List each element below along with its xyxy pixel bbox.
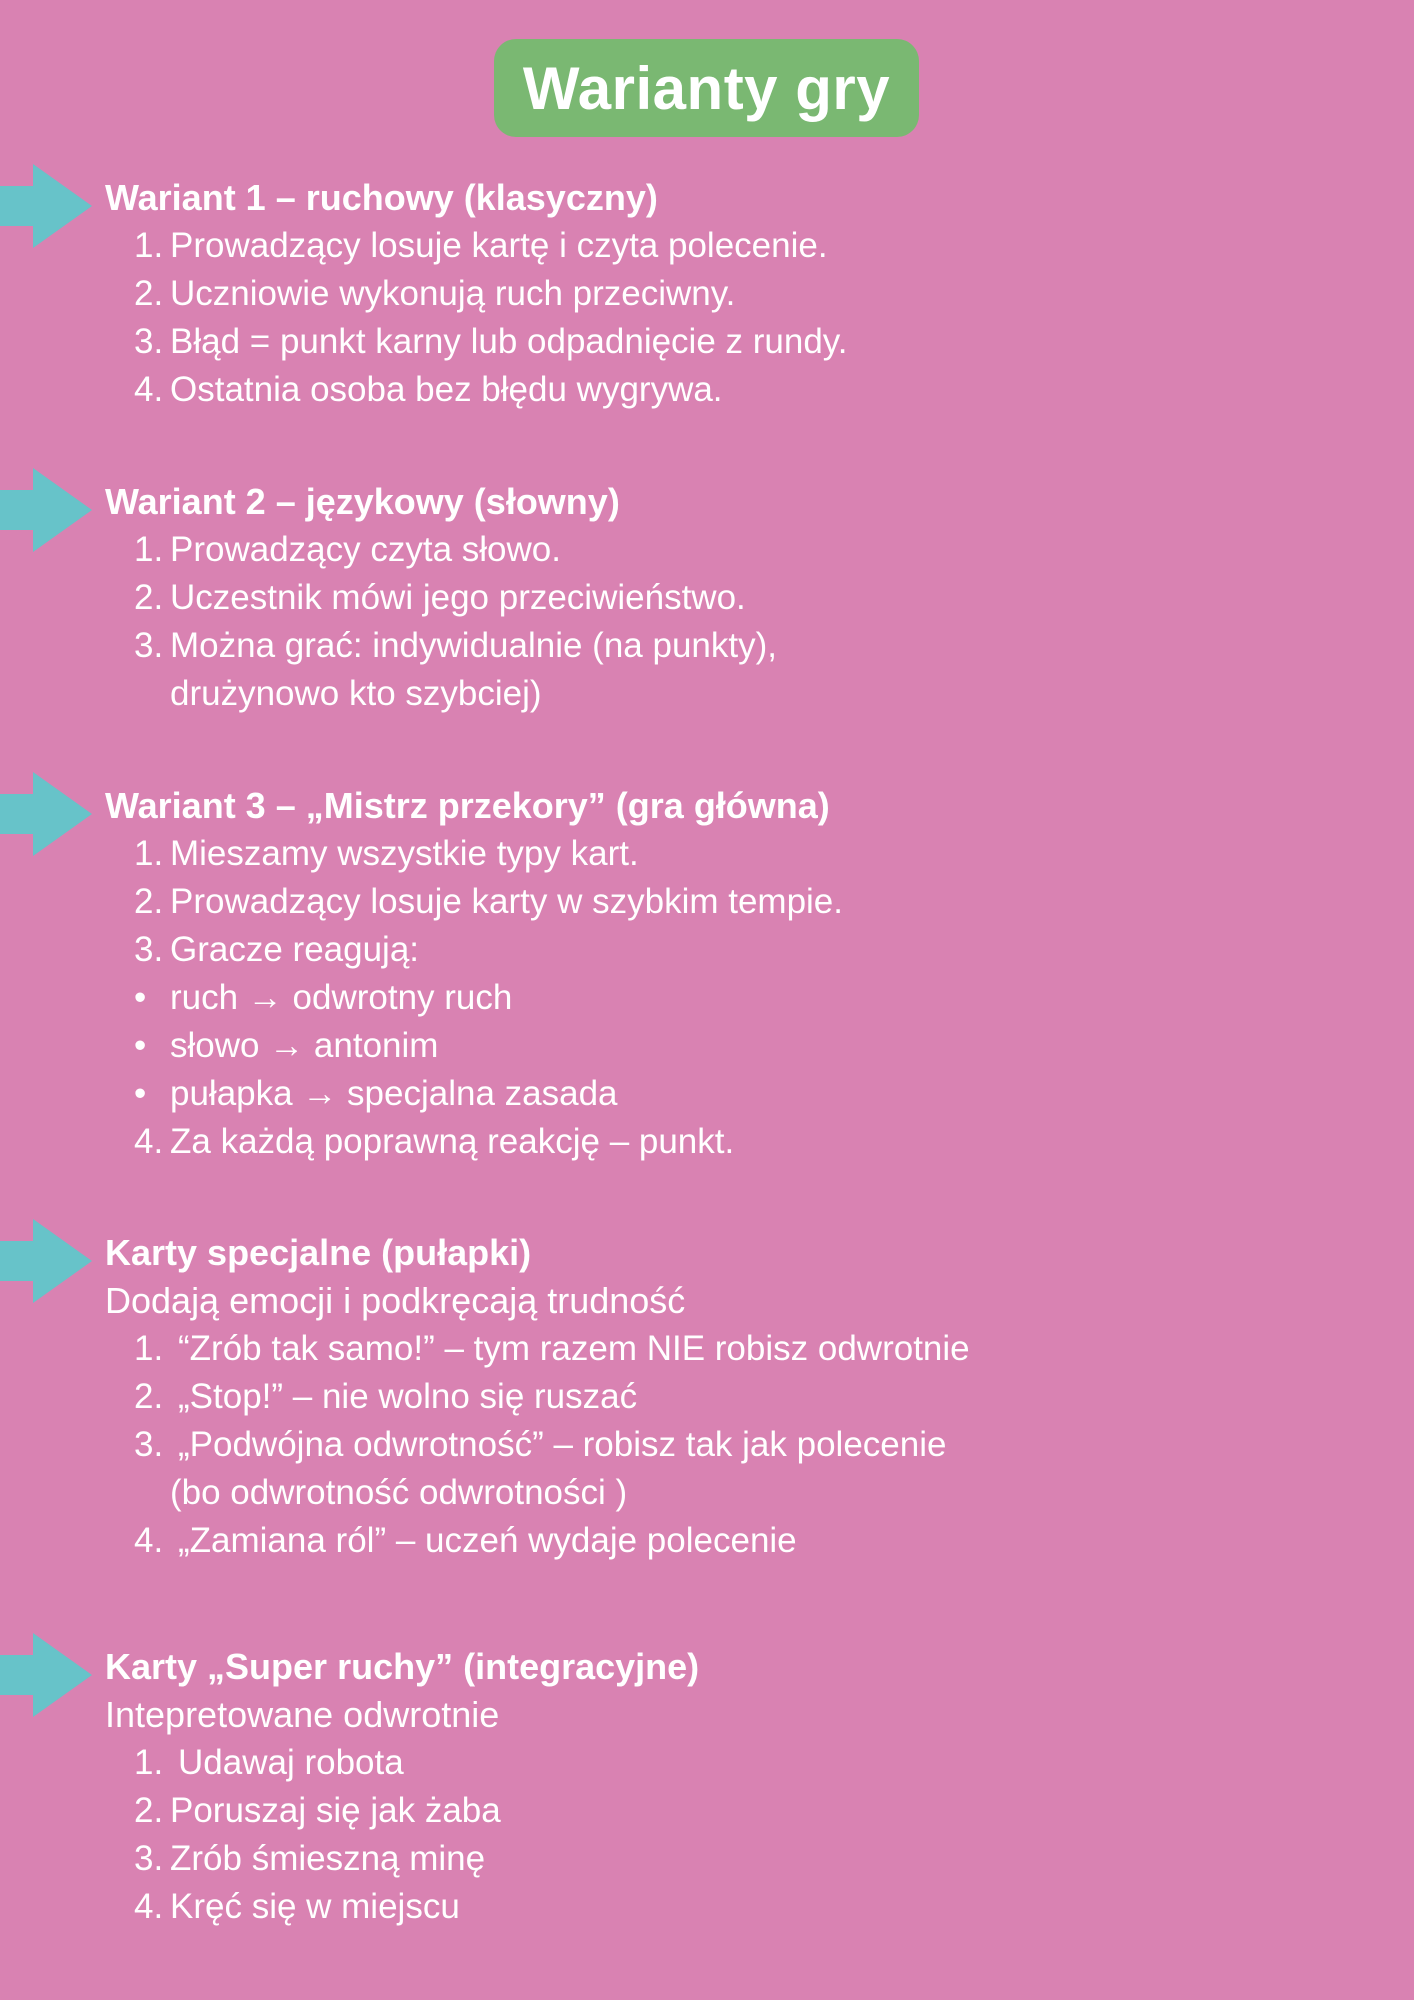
item-number: 3.	[134, 930, 164, 969]
item-text: „Podwójna odwrotność” – robisz tak jak polecenie	[178, 1425, 947, 1464]
arrow-right-icon	[0, 468, 92, 552]
item-text: „Stop!” – nie wolno się ruszać	[178, 1377, 638, 1416]
item-text: słowo → antonim	[170, 1026, 439, 1065]
item-text: Uczniowie wykonują ruch przeciwny.	[170, 274, 736, 313]
section-heading: Karty „Super ruchy” (integracyjne)	[105, 1646, 700, 1687]
item-number: 1.	[134, 1743, 164, 1782]
section-subtitle: Dodają emocji i podkręcają trudność	[105, 1280, 686, 1321]
page-title: Warianty gry	[522, 54, 891, 122]
item-continuation: (bo odwrotność odwrotności )	[170, 1473, 628, 1512]
bullet-icon: •	[134, 1026, 147, 1065]
item-text: Zrób śmieszną minę	[170, 1839, 486, 1878]
item-text: Za każdą poprawną reakcję – punkt.	[170, 1122, 735, 1161]
item-number: 4.	[134, 1521, 164, 1560]
arrow-right-icon	[0, 1219, 92, 1303]
item-text: Mieszamy wszystkie typy kart.	[170, 834, 639, 873]
item-text: Prowadzący losuje kartę i czyta polecenie.	[170, 226, 828, 265]
item-text: Kręć się w miejscu	[170, 1887, 460, 1926]
item-text: Można grać: indywidualnie (na punkty),	[170, 626, 777, 665]
item-number: 2.	[134, 274, 164, 313]
section-heading: Wariant 3 – „Mistrz przekory” (gra główna)	[105, 785, 830, 826]
section-heading: Karty specjalne (pułapki)	[105, 1232, 532, 1273]
item-text: Udawaj robota	[178, 1743, 404, 1782]
item-number: 1.	[134, 834, 164, 873]
item-number: 1.	[134, 1329, 164, 1368]
item-text: Błąd = punkt karny lub odpadnięcie z rundy.	[170, 322, 848, 361]
bullet-icon: •	[134, 1074, 147, 1113]
item-number: 4.	[134, 1887, 164, 1926]
item-text: ruch → odwrotny ruch	[170, 978, 513, 1017]
item-number: 3.	[134, 322, 164, 361]
item-number: 2.	[134, 1377, 164, 1416]
section-subtitle: Intepretowane odwrotnie	[105, 1694, 500, 1735]
item-number: 3.	[134, 1839, 164, 1878]
item-text: Ostatnia osoba bez błędu wygrywa.	[170, 370, 723, 409]
item-text: Prowadzący losuje karty w szybkim tempie.	[170, 882, 843, 921]
item-number: 2.	[134, 1791, 164, 1830]
item-number: 3.	[134, 626, 164, 665]
item-text: Uczestnik mówi jego przeciwieństwo.	[170, 578, 746, 617]
item-text: “Zrób tak samo!” – tym razem NIE robisz odwrotnie	[178, 1329, 970, 1368]
section-heading: Wariant 1 – ruchowy (klasyczny)	[105, 177, 658, 218]
item-text: pułapka → specjalna zasada	[170, 1074, 618, 1113]
item-number: 1.	[134, 530, 164, 569]
item-text: Prowadzący czyta słowo.	[170, 530, 561, 569]
item-number: 2.	[134, 882, 164, 921]
item-text: Gracze reagują:	[170, 930, 420, 969]
item-number: 1.	[134, 226, 164, 265]
item-number: 4.	[134, 1122, 164, 1161]
arrow-right-icon	[0, 1633, 92, 1717]
item-number: 4.	[134, 370, 164, 409]
item-number: 3.	[134, 1425, 164, 1464]
item-text: „Zamiana ról” – uczeń wydaje polecenie	[178, 1521, 797, 1560]
item-number: 2.	[134, 578, 164, 617]
title-badge	[494, 39, 919, 137]
arrow-right-icon	[0, 164, 92, 248]
section-heading: Wariant 2 – językowy (słowny)	[105, 481, 620, 522]
bullet-icon: •	[134, 978, 147, 1017]
arrow-right-icon	[0, 772, 92, 856]
item-continuation: drużynowo kto szybciej)	[170, 674, 542, 713]
item-text: Poruszaj się jak żaba	[170, 1791, 501, 1830]
